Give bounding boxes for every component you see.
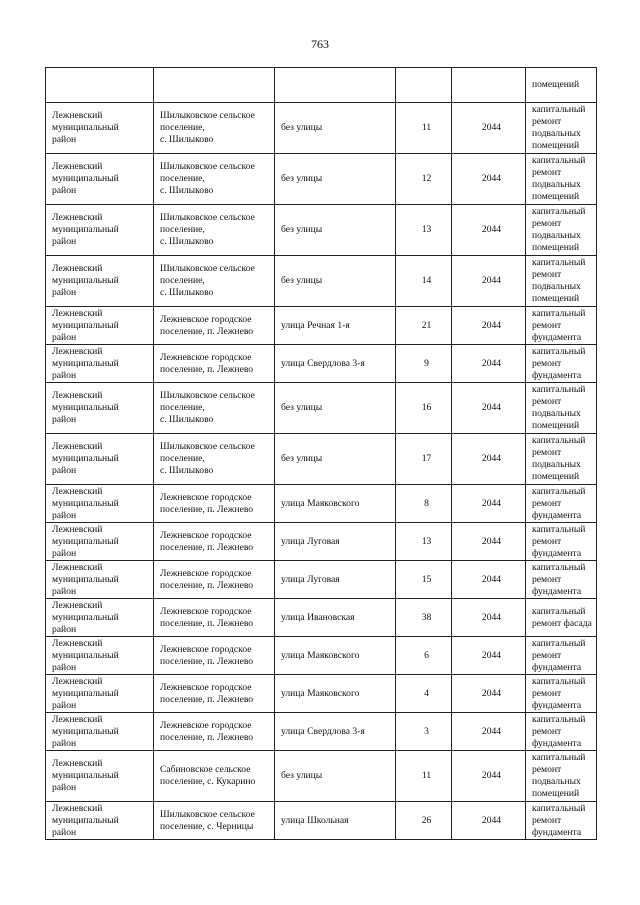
year-cell: 2044: [452, 103, 526, 154]
work-type-cell: капитальный ремонт фундамента: [526, 713, 597, 751]
street-cell: без улицы: [275, 154, 396, 205]
house-number-cell: 14: [396, 256, 452, 307]
house-number-cell: 17: [396, 434, 452, 485]
year-cell: 2044: [452, 154, 526, 205]
settlement-cell: Лежневское городское поселение, п. Лежнево: [154, 561, 275, 599]
settlement-cell: Сабиновское сельское поселение, с. Кукарино: [154, 751, 275, 802]
district-cell: Лежневский муниципальный район: [46, 307, 154, 345]
house-number-cell: 6: [396, 637, 452, 675]
table-body: [46, 68, 597, 840]
settlement-cell: Лежневское городское поселение, п. Лежнево: [154, 675, 275, 713]
work-type-cell: капитальный ремонт фундамента: [526, 561, 597, 599]
settlement-cell: Лежневское городское поселение, п. Лежнево: [154, 637, 275, 675]
work-type-cell: капитальный ремонт подвальных помещений: [526, 154, 597, 205]
year-cell: 2044: [452, 434, 526, 485]
house-number-cell: 15: [396, 561, 452, 599]
house-number-cell: 16: [396, 383, 452, 434]
year-cell: 2044: [452, 523, 526, 561]
street-cell: улица Речная 1-я: [275, 307, 396, 345]
table-row: [46, 256, 597, 307]
street-cell: без улицы: [275, 434, 396, 485]
year-cell: [452, 68, 526, 103]
district-cell: Лежневский муниципальный район: [46, 154, 154, 205]
table-row: [46, 751, 597, 802]
street-cell: улица Школьная: [275, 802, 396, 840]
table-row: [46, 713, 597, 751]
district-cell: [46, 68, 154, 103]
street-cell: без улицы: [275, 256, 396, 307]
year-cell: 2044: [452, 675, 526, 713]
settlement-cell: Лежневское городское поселение, п. Лежнево: [154, 345, 275, 383]
house-number-cell: 8: [396, 485, 452, 523]
work-type-cell: капитальный ремонт фундамента: [526, 345, 597, 383]
house-number-cell: 11: [396, 103, 452, 154]
house-number-cell: 38: [396, 599, 452, 637]
district-cell: Лежневский муниципальный район: [46, 256, 154, 307]
district-cell: Лежневский муниципальный район: [46, 103, 154, 154]
district-cell: Лежневский муниципальный район: [46, 434, 154, 485]
settlement-cell: Лежневское городское поселение, п. Лежнево: [154, 713, 275, 751]
house-number-cell: 4: [396, 675, 452, 713]
year-cell: 2044: [452, 485, 526, 523]
street-cell: улица Маяковского: [275, 485, 396, 523]
street-cell: без улицы: [275, 383, 396, 434]
work-type-cell: капитальный ремонт фундамента: [526, 675, 597, 713]
district-cell: Лежневский муниципальный район: [46, 675, 154, 713]
year-cell: 2044: [452, 713, 526, 751]
settlement-cell: [154, 68, 275, 103]
table-row: [46, 637, 597, 675]
street-cell: улица Свердлова 3-я: [275, 345, 396, 383]
house-number-cell: 9: [396, 345, 452, 383]
table-row: [46, 307, 597, 345]
house-number-cell: 21: [396, 307, 452, 345]
street-cell: улица Маяковского: [275, 675, 396, 713]
settlement-cell: Шилыковское сельское поселение, с. Шилыково: [154, 383, 275, 434]
work-type-cell: капитальный ремонт подвальных помещений: [526, 751, 597, 802]
district-cell: Лежневский муниципальный район: [46, 205, 154, 256]
housing-repair-table: [45, 67, 597, 840]
work-type-cell: капитальный ремонт подвальных помещений: [526, 256, 597, 307]
street-cell: улица Ивановская: [275, 599, 396, 637]
street-cell: без улицы: [275, 751, 396, 802]
settlement-cell: Шилыковское сельское поселение, с. Шилыково: [154, 154, 275, 205]
table-row: [46, 345, 597, 383]
year-cell: 2044: [452, 561, 526, 599]
year-cell: 2044: [452, 256, 526, 307]
district-cell: Лежневский муниципальный район: [46, 561, 154, 599]
street-cell: без улицы: [275, 103, 396, 154]
year-cell: 2044: [452, 205, 526, 256]
settlement-cell: Лежневское городское поселение, п. Лежнево: [154, 307, 275, 345]
house-number-cell: 26: [396, 802, 452, 840]
table-row: [46, 154, 597, 205]
table-row: [46, 523, 597, 561]
table-row: [46, 103, 597, 154]
settlement-cell: Шилыковское сельское поселение, с. Черницы: [154, 802, 275, 840]
house-number-cell: [396, 68, 452, 103]
house-number-cell: 13: [396, 523, 452, 561]
table-row: [46, 802, 597, 840]
settlement-cell: Лежневское городское поселение, п. Лежнево: [154, 523, 275, 561]
year-cell: 2044: [452, 307, 526, 345]
work-type-cell: капитальный ремонт фундамента: [526, 523, 597, 561]
district-cell: Лежневский муниципальный район: [46, 485, 154, 523]
settlement-cell: Лежневское городское поселение, п. Лежнево: [154, 599, 275, 637]
district-cell: Лежневский муниципальный район: [46, 802, 154, 840]
table-row: [46, 205, 597, 256]
settlement-cell: Шилыковское сельское поселение, с. Шилыково: [154, 205, 275, 256]
settlement-cell: Шилыковское сельское поселение, с. Шилыково: [154, 103, 275, 154]
year-cell: 2044: [452, 599, 526, 637]
district-cell: Лежневский муниципальный район: [46, 523, 154, 561]
street-cell: [275, 68, 396, 103]
settlement-cell: Лежневское городское поселение, п. Лежнево: [154, 485, 275, 523]
street-cell: без улицы: [275, 205, 396, 256]
table-row: [46, 561, 597, 599]
year-cell: 2044: [452, 751, 526, 802]
district-cell: Лежневский муниципальный район: [46, 599, 154, 637]
street-cell: улица Луговая: [275, 561, 396, 599]
house-number-cell: 3: [396, 713, 452, 751]
work-type-cell: капитальный ремонт подвальных помещений: [526, 103, 597, 154]
work-type-cell: капитальный ремонт подвальных помещений: [526, 383, 597, 434]
work-type-cell: помещений: [526, 68, 597, 103]
page-number: 763: [311, 37, 329, 51]
table-row: [46, 383, 597, 434]
table-row: [46, 68, 597, 103]
work-type-cell: капитальный ремонт фундамента: [526, 802, 597, 840]
settlement-cell: Шилыковское сельское поселение, с. Шилыково: [154, 256, 275, 307]
table-row: [46, 434, 597, 485]
year-cell: 2044: [452, 383, 526, 434]
district-cell: Лежневский муниципальный район: [46, 637, 154, 675]
district-cell: Лежневский муниципальный район: [46, 345, 154, 383]
work-type-cell: капитальный ремонт фундамента: [526, 485, 597, 523]
district-cell: Лежневский муниципальный район: [46, 751, 154, 802]
year-cell: 2044: [452, 637, 526, 675]
district-cell: Лежневский муниципальный район: [46, 713, 154, 751]
street-cell: улица Маяковского: [275, 637, 396, 675]
year-cell: 2044: [452, 345, 526, 383]
work-type-cell: капитальный ремонт фундамента: [526, 307, 597, 345]
house-number-cell: 12: [396, 154, 452, 205]
street-cell: улица Свердлова 3-я: [275, 713, 396, 751]
house-number-cell: 11: [396, 751, 452, 802]
house-number-cell: 13: [396, 205, 452, 256]
table-row: [46, 485, 597, 523]
work-type-cell: капитальный ремонт фасада: [526, 599, 597, 637]
settlement-cell: Шилыковское сельское поселение, с. Шилыково: [154, 434, 275, 485]
work-type-cell: капитальный ремонт фундамента: [526, 637, 597, 675]
year-cell: 2044: [452, 802, 526, 840]
street-cell: улица Луговая: [275, 523, 396, 561]
work-type-cell: капитальный ремонт подвальных помещений: [526, 205, 597, 256]
work-type-cell: капитальный ремонт подвальных помещений: [526, 434, 597, 485]
district-cell: Лежневский муниципальный район: [46, 383, 154, 434]
table-row: [46, 675, 597, 713]
table-row: [46, 599, 597, 637]
